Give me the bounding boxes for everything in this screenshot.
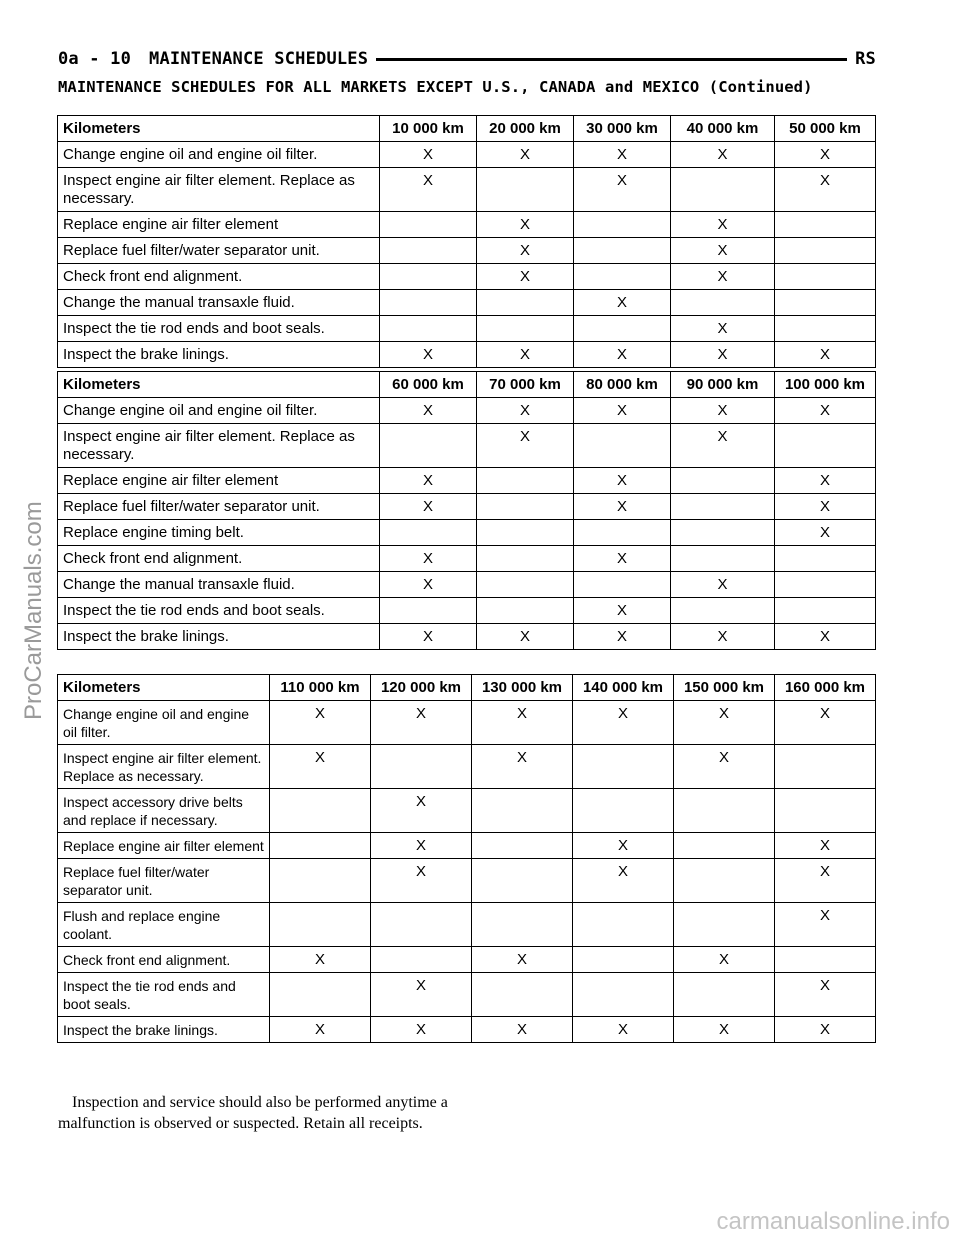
schedule-table-3 — [57, 674, 876, 1043]
service-mark: X — [671, 142, 775, 168]
service-mark: X — [371, 1017, 472, 1043]
service-item: Replace engine air filter element — [58, 212, 380, 238]
column-header-interval: 30 000 km — [574, 116, 671, 142]
service-mark: X — [472, 1017, 573, 1043]
service-mark — [775, 546, 876, 572]
column-header-label: Kilometers — [58, 372, 380, 398]
service-item: Change the manual transaxle fluid. — [58, 290, 380, 316]
service-mark: X — [674, 1017, 775, 1043]
table-row — [58, 973, 876, 1017]
service-mark: X — [380, 168, 477, 212]
service-mark: X — [477, 398, 574, 424]
service-mark — [477, 290, 574, 316]
schedule-table-1 — [57, 115, 876, 368]
service-item: Change engine oil and engine oil filter. — [58, 398, 380, 424]
service-mark: X — [671, 316, 775, 342]
service-mark — [574, 212, 671, 238]
header-row — [58, 372, 876, 398]
service-mark: X — [775, 468, 876, 494]
service-mark — [671, 598, 775, 624]
service-mark — [472, 903, 573, 947]
service-mark: X — [270, 745, 371, 789]
service-mark: X — [775, 624, 876, 650]
service-item: Inspect engine air filter element. Replace as necessary. — [58, 424, 380, 468]
service-mark: X — [380, 142, 477, 168]
service-mark: X — [573, 701, 674, 745]
service-mark — [270, 859, 371, 903]
table-body — [58, 142, 876, 368]
service-mark — [477, 468, 574, 494]
service-mark — [674, 859, 775, 903]
service-mark: X — [477, 264, 574, 290]
service-mark — [477, 520, 574, 546]
page-reference: 0a - 10 — [58, 49, 132, 69]
column-header-interval: 10 000 km — [380, 116, 477, 142]
model-code: RS — [855, 49, 876, 69]
column-header-interval: 150 000 km — [674, 675, 775, 701]
service-mark: X — [671, 424, 775, 468]
service-mark — [477, 598, 574, 624]
service-mark — [574, 238, 671, 264]
service-mark — [477, 494, 574, 520]
service-mark: X — [574, 342, 671, 368]
service-mark — [573, 745, 674, 789]
service-mark: X — [472, 701, 573, 745]
service-mark — [380, 316, 477, 342]
service-mark: X — [371, 859, 472, 903]
service-item: Inspect the tie rod ends and boot seals. — [58, 598, 380, 624]
service-mark — [775, 316, 876, 342]
service-item: Flush and replace engine coolant. — [58, 903, 270, 947]
service-mark: X — [574, 468, 671, 494]
table-row — [58, 520, 876, 546]
service-mark: X — [775, 342, 876, 368]
service-mark: X — [371, 973, 472, 1017]
service-item: Replace engine air filter element — [58, 833, 270, 859]
service-mark: X — [380, 342, 477, 368]
service-mark: X — [775, 701, 876, 745]
service-mark — [775, 264, 876, 290]
service-mark — [270, 973, 371, 1017]
table-body — [58, 701, 876, 1043]
column-header-interval: 80 000 km — [574, 372, 671, 398]
service-mark: X — [775, 973, 876, 1017]
table-row — [58, 859, 876, 903]
service-mark — [472, 859, 573, 903]
service-mark: X — [671, 212, 775, 238]
service-mark: X — [574, 142, 671, 168]
service-mark: X — [671, 398, 775, 424]
service-mark: X — [270, 701, 371, 745]
table-row — [58, 624, 876, 650]
service-mark: X — [671, 572, 775, 598]
service-mark: X — [477, 238, 574, 264]
service-mark: X — [574, 598, 671, 624]
column-header-interval: 140 000 km — [573, 675, 674, 701]
side-watermark: ProCarManuals.com — [20, 501, 47, 720]
column-header-interval: 110 000 km — [270, 675, 371, 701]
chapter-title: MAINTENANCE SCHEDULES — [149, 49, 369, 69]
table-body — [58, 398, 876, 650]
service-mark: X — [574, 398, 671, 424]
service-mark: X — [270, 947, 371, 973]
column-header-interval: 60 000 km — [380, 372, 477, 398]
service-mark — [371, 745, 472, 789]
service-mark — [270, 789, 371, 833]
service-mark: X — [380, 546, 477, 572]
table-header — [58, 116, 876, 142]
service-mark: X — [573, 859, 674, 903]
service-mark: X — [573, 1017, 674, 1043]
table-row — [58, 398, 876, 424]
service-mark: X — [775, 833, 876, 859]
table-header — [58, 372, 876, 398]
service-mark — [380, 520, 477, 546]
service-mark — [775, 947, 876, 973]
service-mark — [674, 903, 775, 947]
service-mark — [477, 572, 574, 598]
service-mark: X — [674, 947, 775, 973]
service-mark: X — [674, 745, 775, 789]
service-item: Change engine oil and engine oil filter. — [58, 142, 380, 168]
service-mark: X — [775, 494, 876, 520]
service-mark: X — [477, 624, 574, 650]
service-mark: X — [671, 342, 775, 368]
service-item: Replace engine timing belt. — [58, 520, 380, 546]
service-mark: X — [371, 789, 472, 833]
service-mark — [775, 290, 876, 316]
table-row — [58, 238, 876, 264]
service-mark: X — [573, 833, 674, 859]
service-mark: X — [574, 290, 671, 316]
column-header-interval: 50 000 km — [775, 116, 876, 142]
table-row — [58, 701, 876, 745]
table-row — [58, 168, 876, 212]
table-row — [58, 142, 876, 168]
service-mark — [477, 546, 574, 572]
service-mark — [775, 572, 876, 598]
column-header-label: Kilometers — [58, 116, 380, 142]
service-item: Inspect accessory drive belts and replace if necessary. — [58, 789, 270, 833]
service-mark — [775, 424, 876, 468]
service-mark — [574, 424, 671, 468]
service-mark — [380, 212, 477, 238]
service-mark — [574, 264, 671, 290]
service-mark — [671, 168, 775, 212]
service-mark — [573, 947, 674, 973]
table-row — [58, 745, 876, 789]
service-mark: X — [472, 947, 573, 973]
table-row — [58, 572, 876, 598]
service-item: Check front end alignment. — [58, 546, 380, 572]
service-mark: X — [574, 168, 671, 212]
service-mark — [671, 494, 775, 520]
column-header-interval: 70 000 km — [477, 372, 574, 398]
service-item: Inspect the brake linings. — [58, 342, 380, 368]
service-mark: X — [775, 859, 876, 903]
service-mark: X — [371, 833, 472, 859]
column-header-interval: 90 000 km — [671, 372, 775, 398]
service-mark — [775, 212, 876, 238]
service-mark — [671, 468, 775, 494]
service-mark — [380, 424, 477, 468]
service-mark: X — [671, 624, 775, 650]
service-mark: X — [380, 398, 477, 424]
service-mark: X — [574, 546, 671, 572]
service-mark: X — [574, 494, 671, 520]
table-row — [58, 598, 876, 624]
column-header-label: Kilometers — [58, 675, 270, 701]
schedule-table-2 — [57, 371, 876, 650]
service-item: Replace fuel filter/water separator unit. — [58, 238, 380, 264]
service-note: Inspection and service should also be performed anytime a malfunction is observed or suspected. Retain all receipts. — [58, 1094, 448, 1132]
service-mark: X — [380, 494, 477, 520]
table-row — [58, 342, 876, 368]
table-row — [58, 1017, 876, 1043]
service-mark — [574, 572, 671, 598]
service-item: Inspect engine air filter element. Replace as necessary. — [58, 168, 380, 212]
service-mark — [674, 789, 775, 833]
service-mark — [380, 238, 477, 264]
service-mark — [472, 973, 573, 1017]
table-row — [58, 290, 876, 316]
service-mark: X — [270, 1017, 371, 1043]
service-item: Inspect the tie rod ends and boot seals. — [58, 973, 270, 1017]
table-row — [58, 546, 876, 572]
service-mark: X — [775, 398, 876, 424]
service-mark — [380, 264, 477, 290]
service-mark: X — [775, 903, 876, 947]
service-item: Change engine oil and engine oil filter. — [58, 701, 270, 745]
service-mark: X — [380, 468, 477, 494]
service-mark — [472, 789, 573, 833]
service-mark — [674, 973, 775, 1017]
service-item: Inspect the tie rod ends and boot seals. — [58, 316, 380, 342]
service-mark — [573, 903, 674, 947]
service-mark — [671, 290, 775, 316]
service-item: Check front end alignment. — [58, 264, 380, 290]
service-mark: X — [574, 624, 671, 650]
service-item: Inspect engine air filter element. Replace as necessary. — [58, 745, 270, 789]
table-row — [58, 468, 876, 494]
header-rule — [376, 58, 847, 61]
service-item: Inspect the brake linings. — [58, 624, 380, 650]
service-mark — [380, 290, 477, 316]
table-row — [58, 903, 876, 947]
service-mark — [671, 546, 775, 572]
table-row — [58, 212, 876, 238]
service-mark: X — [775, 520, 876, 546]
service-mark — [574, 520, 671, 546]
column-header-interval: 120 000 km — [371, 675, 472, 701]
service-mark — [775, 789, 876, 833]
service-item: Replace engine air filter element — [58, 468, 380, 494]
table-row — [58, 789, 876, 833]
service-item: Change the manual transaxle fluid. — [58, 572, 380, 598]
table-row — [58, 316, 876, 342]
service-mark — [371, 903, 472, 947]
column-header-interval: 20 000 km — [477, 116, 574, 142]
header-row — [58, 675, 876, 701]
service-mark: X — [775, 1017, 876, 1043]
table-row — [58, 424, 876, 468]
service-mark: X — [477, 212, 574, 238]
service-mark — [674, 833, 775, 859]
service-item: Inspect the brake linings. — [58, 1017, 270, 1043]
service-mark — [371, 947, 472, 973]
service-mark — [671, 520, 775, 546]
service-mark: X — [674, 701, 775, 745]
page-header — [58, 48, 876, 70]
service-mark: X — [477, 342, 574, 368]
service-mark: X — [775, 168, 876, 212]
service-mark — [775, 745, 876, 789]
service-mark: X — [477, 142, 574, 168]
service-mark: X — [472, 745, 573, 789]
table-row — [58, 833, 876, 859]
service-mark — [270, 833, 371, 859]
service-mark: X — [671, 238, 775, 264]
table-row — [58, 494, 876, 520]
header-row — [58, 116, 876, 142]
service-mark — [472, 833, 573, 859]
service-mark — [775, 238, 876, 264]
bottom-watermark: carmanualsonline.info — [716, 1208, 950, 1235]
column-header-interval: 160 000 km — [775, 675, 876, 701]
service-mark — [775, 598, 876, 624]
service-mark — [477, 168, 574, 212]
column-header-interval: 100 000 km — [775, 372, 876, 398]
service-item: Replace fuel filter/water separator unit. — [58, 494, 380, 520]
section-title: MAINTENANCE SCHEDULES FOR ALL MARKETS EXCEPT U.S., CANADA and MEXICO (Continued) — [58, 78, 813, 96]
service-mark: X — [671, 264, 775, 290]
service-mark: X — [371, 701, 472, 745]
column-header-interval: 40 000 km — [671, 116, 775, 142]
table-row — [58, 947, 876, 973]
service-mark: X — [380, 624, 477, 650]
service-item: Check front end alignment. — [58, 947, 270, 973]
service-mark — [380, 598, 477, 624]
service-item: Replace fuel filter/water separator unit. — [58, 859, 270, 903]
service-mark — [573, 973, 674, 1017]
column-header-interval: 130 000 km — [472, 675, 573, 701]
service-mark — [477, 316, 574, 342]
table-header — [58, 675, 876, 701]
service-mark: X — [380, 572, 477, 598]
table-row — [58, 264, 876, 290]
service-mark — [573, 789, 674, 833]
service-mark: X — [775, 142, 876, 168]
service-mark — [574, 316, 671, 342]
service-mark: X — [477, 424, 574, 468]
service-mark — [270, 903, 371, 947]
